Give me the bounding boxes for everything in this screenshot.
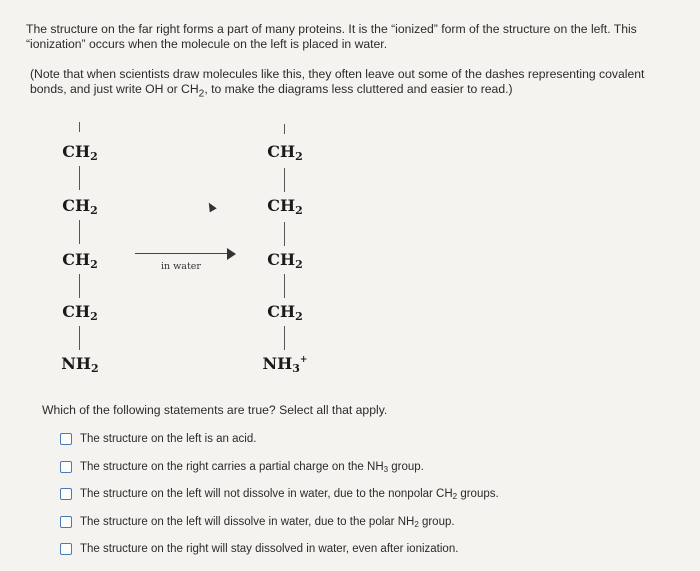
arrow-shaft [135,253,227,254]
option-label: The structure on the right will stay dissolved in water, even after ionization. [80,543,459,555]
checkbox-icon[interactable] [60,461,72,473]
question-text: Which of the following statements are true? Select all that apply. [42,403,388,417]
option-3[interactable] [60,488,499,500]
bond [284,168,285,192]
group-ch2: $CH_2$ [62,196,98,217]
bond [284,124,285,134]
group-ch2: $CH_2$ [267,302,303,323]
group-ch2: $CH_2$ [267,196,303,217]
cursor-icon [205,201,216,213]
option-1[interactable] [60,433,256,445]
bond [79,220,80,244]
group-ch2: $CH_2$ [267,250,303,271]
arrow-label: in water [161,261,201,272]
bond [284,222,285,246]
group-ch2: $CH_2$ [62,302,98,323]
checkbox-icon[interactable] [60,543,72,555]
group-nh3-plus: $NH_3^+$ [262,354,308,375]
option-2[interactable] [60,461,424,473]
bond [79,166,80,190]
option-label: The structure on the left will dissolve in water, due to the polar $NH_2$ group. [80,516,455,529]
bond [79,122,80,132]
checkbox-icon[interactable] [60,433,72,445]
option-label: The structure on the left is an acid. [80,433,257,445]
group-ch2: $CH_2$ [62,142,98,163]
intro-line-2: “ionization” occurs when the molecule on the left is placed in water. [26,37,388,51]
intro-line-1: The structure on the far right forms a part of many proteins. It is the “ionized” form of the structure on the left. This [26,22,637,36]
bond [79,274,80,298]
group-nh2: $NH_2$ [61,354,99,375]
note-line-2-after: , to make the diagrams less cluttered and easier to read.) [204,82,513,96]
note-text [30,67,680,101]
option-label: The structure on the right carries a partial charge on the $NH_3$ group. [80,461,424,474]
option-5[interactable] [60,543,458,555]
bond [284,274,285,298]
checkbox-icon[interactable] [60,488,72,500]
group-ch2: $CH_2$ [267,142,303,163]
bond [79,326,80,350]
intro-text [26,22,681,52]
note-line-1: (Note that when scientists draw molecules like this, they often leave out some of the dashes representing covalent [30,67,645,81]
note-line-2-before: bonds, and just write OH or CH [30,82,199,96]
option-label: The structure on the left will not dissolve in water, due to the nonpolar $CH_2$ groups. [80,488,499,501]
reaction-arrow [135,243,235,283]
group-ch2: $CH_2$ [62,250,98,271]
note-line-2-sub: 2 [198,88,205,100]
option-4[interactable] [60,516,455,528]
bond [284,326,285,350]
arrow-head-icon [227,248,236,260]
checkbox-icon[interactable] [60,516,72,528]
